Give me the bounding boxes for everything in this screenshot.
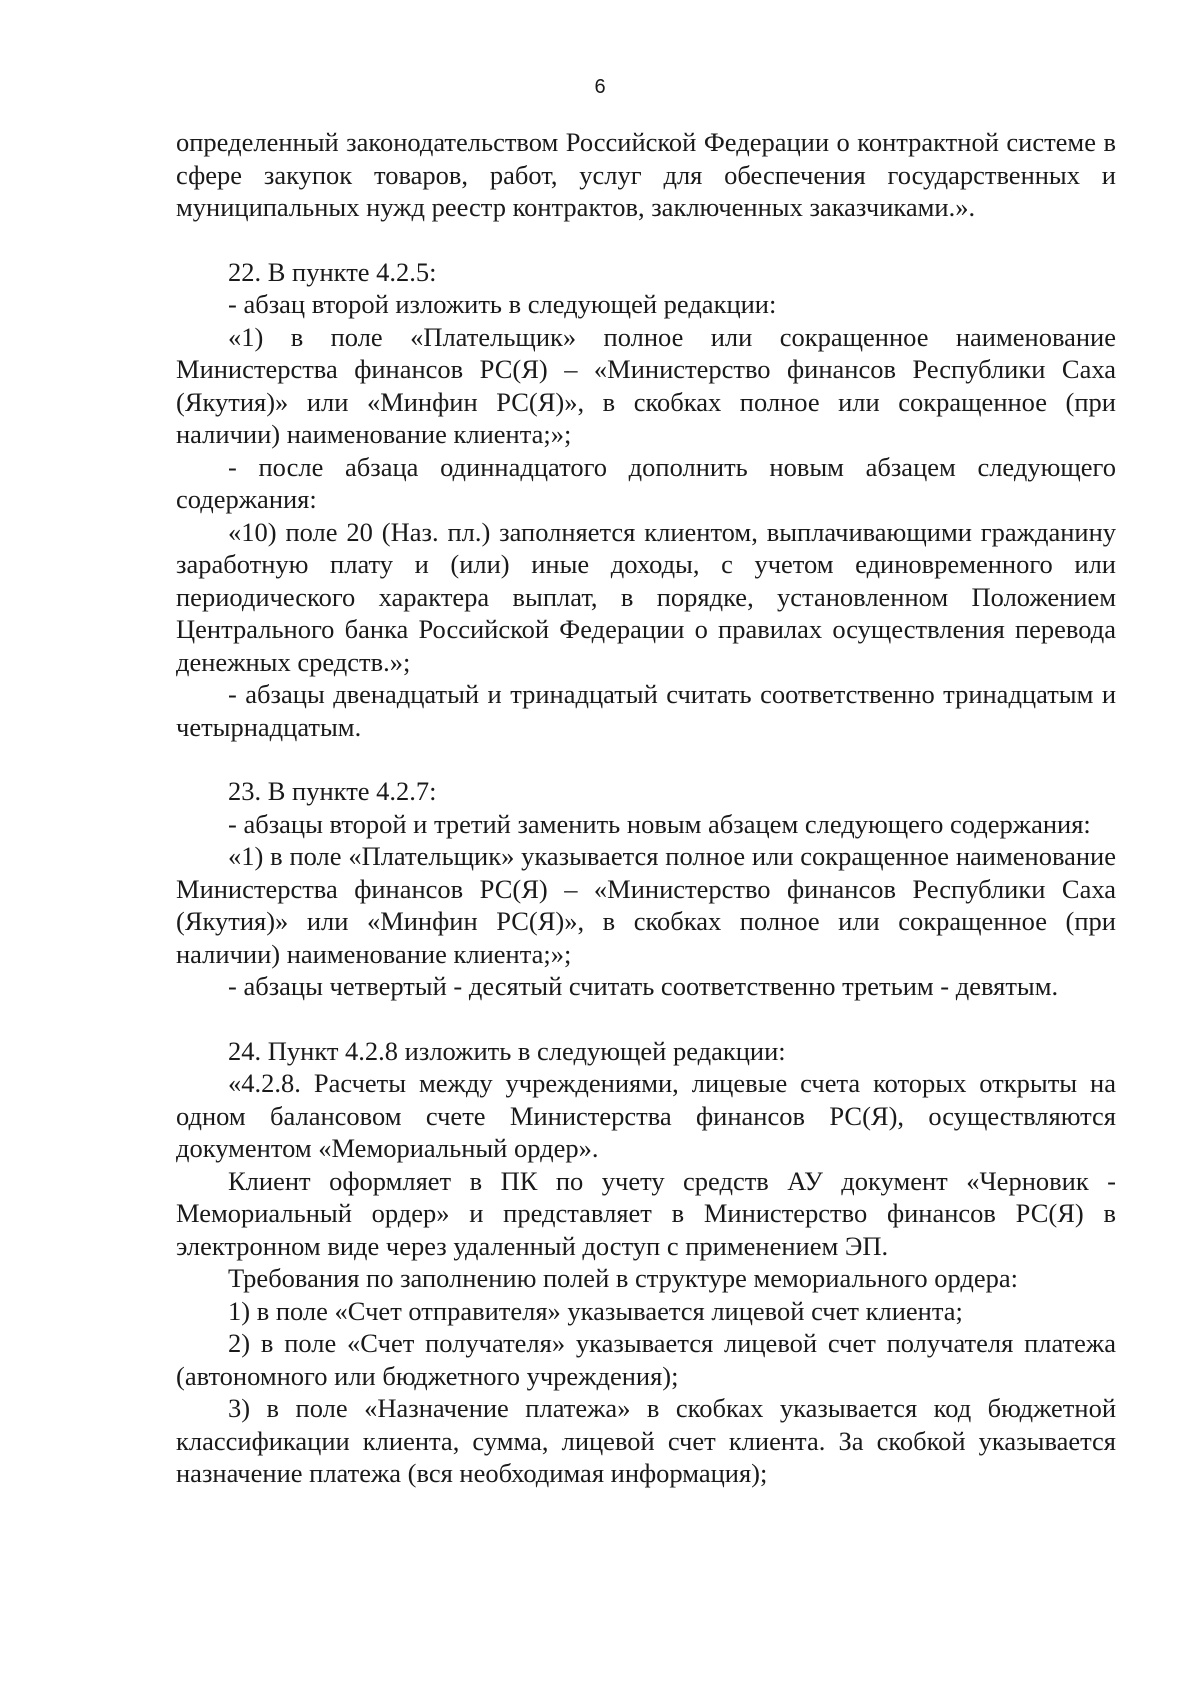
- document-body: [176, 126, 1116, 1490]
- paragraph: определенный законодательством Российской Федерации о контрактной системе в сфере закупок товаров, работ, услуг для обеспечения государственных и муниципальных нужд реестр контрактов, заключенных заказчиками.».: [176, 127, 1116, 222]
- paragraph: 3) в поле «Назначение платежа» в скобках указывается код бюджетной классификации клиента, сумма, лицевой счет клиента. За скобкой указывается назначение платежа (вся необходимая информация);: [176, 1393, 1116, 1488]
- paragraph: - после абзаца одиннадцатого дополнить новым абзацем следующего содержания:: [176, 451, 1116, 514]
- paragraph: «1) в поле «Плательщик» полное или сокращенное наименование Министерства финансов РС(Я) – «Министерство финансов Республики Саха (Якутия)» или «Минфин РС(Я)», в скобках полное или сокращенное (при наличии) наименование клиента;»;: [176, 321, 1116, 449]
- paragraph: 23. В пункте 4.2.7:: [228, 776, 437, 806]
- paragraph: 1) в поле «Счет отправителя» указывается лицевой счет клиента;: [228, 1295, 963, 1326]
- paragraph: 2) в поле «Счет получателя» указывается лицевой счет получателя платежа (автономного или бюджетного учреждения);: [176, 1328, 1116, 1391]
- paragraph: «1) в поле «Плательщик» указывается полное или сокращенное наименование Министерства финансов РС(Я) – «Министерство финансов Республики Саха (Якутия)» или «Минфин РС(Я)», в скобках полное или сокращенное (при наличии) наименование клиента;»;: [176, 841, 1116, 969]
- paragraph: Требования по заполнению полей в структуре мемориального ордера:: [228, 1263, 1019, 1293]
- paragraph: «10) поле 20 (Наз. пл.) заполняется клиентом, выплачивающими гражданину заработную плату и (или) иные доходы, с учетом единовременного или периодического характера выплат, в порядке, установленном Положением Центрального банка Российской Федерации о правилах осуществления перевода денежных средств.»;: [176, 516, 1116, 677]
- paragraph: 24. Пункт 4.2.8 изложить в следующей редакции:: [228, 1035, 786, 1066]
- page-number: 6: [594, 76, 606, 98]
- paragraph: «4.2.8. Расчеты между учреждениями, лицевые счета которых открыты на одном балансовом счете Министерства финансов РС(Я), осуществляются документом «Мемориальный ордер».: [176, 1068, 1116, 1163]
- paragraph: - абзацы двенадцатый и тринадцатый считать соответственно тринадцатым и четырнадцатым.: [176, 679, 1116, 742]
- paragraph: - абзац второй изложить в следующей редакции:: [228, 289, 777, 319]
- paragraph: - абзацы второй и третий заменить новым абзацем следующего содержания:: [228, 808, 1091, 839]
- paragraph: Клиент оформляет в ПК по учету средств АУ документ «Черновик - Мемориальный ордер» и представляет в Министерство финансов РС(Я) в электронном виде через удаленный доступ с применением ЭП.: [176, 1165, 1116, 1261]
- paragraph: - абзацы четвертый - десятый считать соответственно третьим - девятым.: [228, 971, 1059, 1001]
- paragraph: 22. В пункте 4.2.5:: [228, 256, 437, 287]
